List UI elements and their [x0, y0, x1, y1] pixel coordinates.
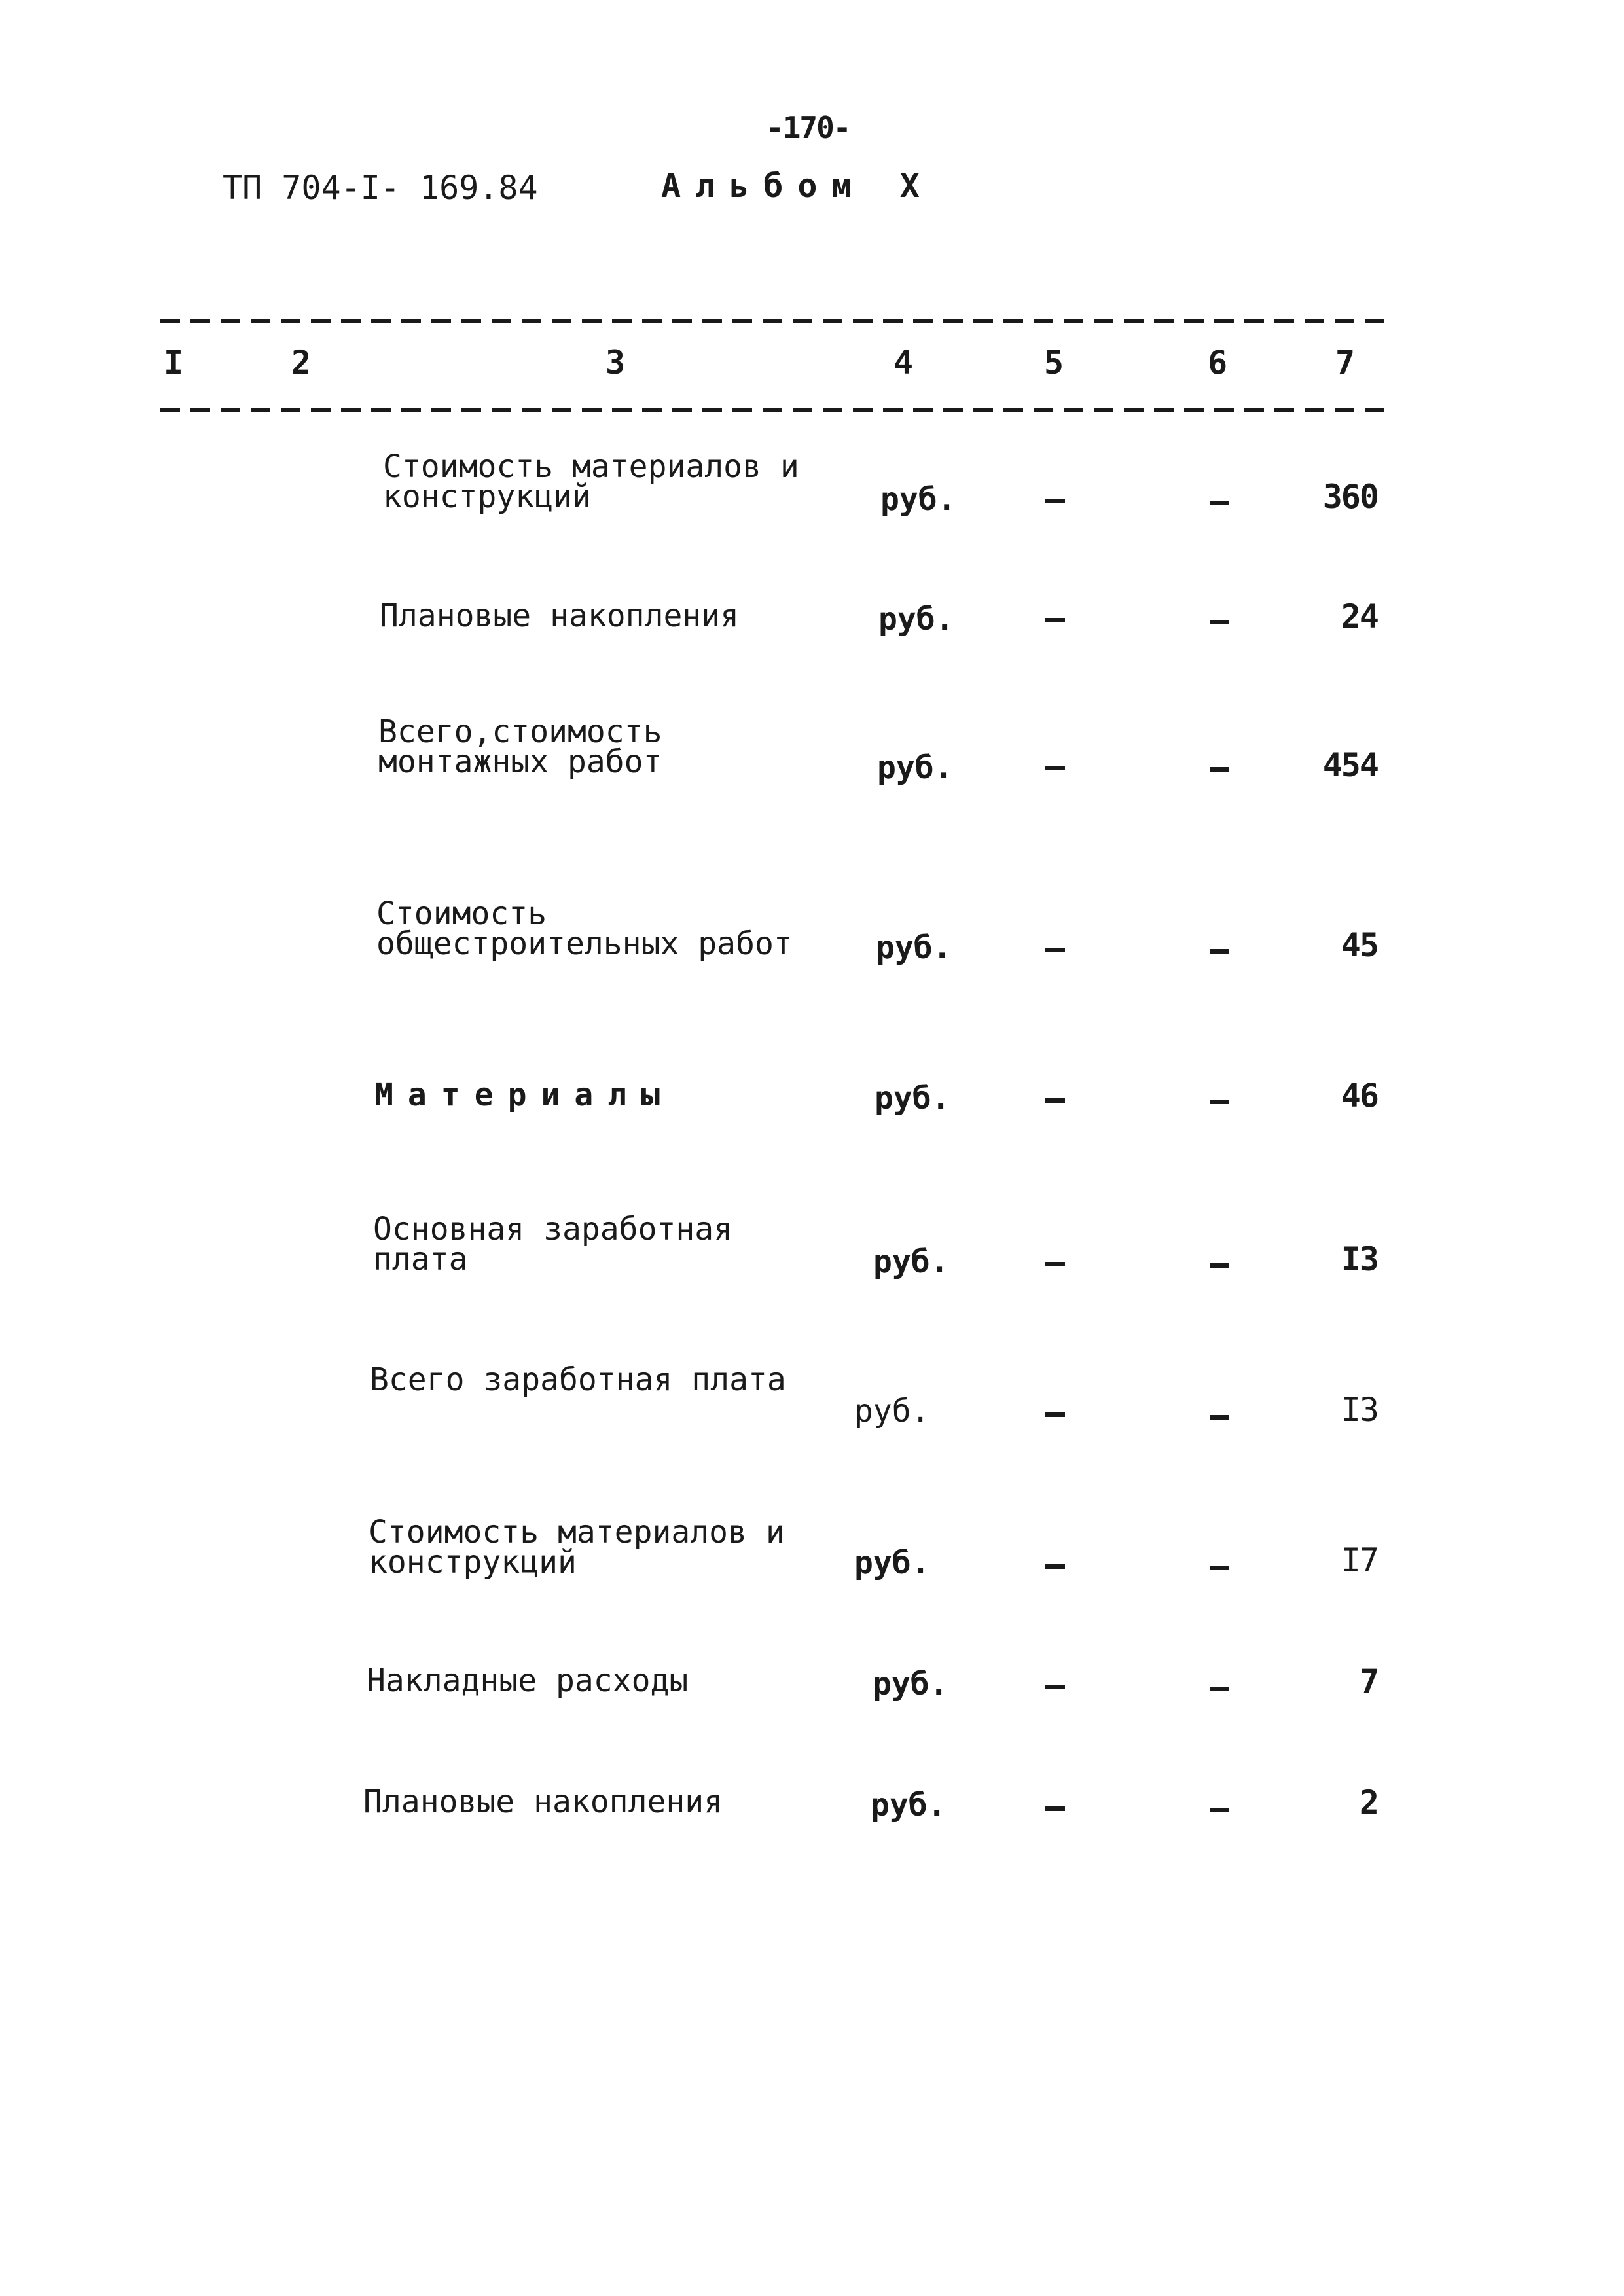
row-6-unit: руб. [873, 1244, 949, 1280]
row-9-col5-dash [1045, 1685, 1065, 1689]
row-6-name: Основная заработная плата [373, 1211, 733, 1278]
row-6-col5-dash [1045, 1262, 1065, 1266]
row-8-value: I7 [1341, 1541, 1378, 1579]
row-1-unit: руб. [880, 481, 956, 518]
row-7-name: Всего заработная плата [370, 1361, 786, 1398]
row-2-name: Плановые накопления [380, 598, 740, 634]
row-10-col6-dash [1210, 1808, 1229, 1812]
column-header-3: 3 [605, 344, 626, 382]
row-1-col5-dash [1045, 499, 1065, 503]
row-6-value: I3 [1341, 1240, 1378, 1278]
column-header-7: 7 [1335, 344, 1356, 382]
row-1-value: 360 [1322, 478, 1378, 516]
row-2-col6-dash [1210, 620, 1229, 624]
column-header-4: 4 [893, 344, 914, 382]
row-5-col6-dash [1210, 1100, 1229, 1104]
row-10-value: 2 [1359, 1784, 1378, 1821]
row-5-value: 46 [1341, 1077, 1378, 1115]
row-9-name: Накладные расходы [367, 1662, 689, 1699]
row-10-name: Плановые накопления [363, 1784, 723, 1820]
table-top-rule [160, 319, 1394, 323]
row-10-unit: руб. [871, 1787, 947, 1823]
table-header-rule [160, 408, 1394, 412]
row-6-col6-dash [1210, 1263, 1229, 1268]
row-3-col6-dash [1210, 767, 1229, 772]
row-4-unit: руб. [876, 929, 952, 966]
document-code: ТП 704-I- 169.84 [223, 169, 538, 207]
row-3-value: 454 [1322, 746, 1378, 784]
row-7-col6-dash [1210, 1415, 1229, 1420]
row-8-name: Стоимость материалов и конструкций [369, 1514, 785, 1581]
row-3-name: Всего,стоимость монтажных работ [378, 713, 662, 780]
column-header-6: 6 [1207, 344, 1228, 382]
row-1-name: Стоимость материалов и конструкций [383, 448, 799, 515]
row-9-value: 7 [1359, 1662, 1378, 1700]
column-header-2: 2 [291, 344, 312, 382]
row-7-col5-dash [1045, 1412, 1065, 1417]
row-7-value: I3 [1341, 1391, 1378, 1429]
album-label: Альбом Х [661, 167, 934, 205]
row-10-col5-dash [1045, 1806, 1065, 1811]
row-4-col5-dash [1045, 948, 1065, 952]
row-4-name: Стоимость общестроительных работ [376, 895, 793, 962]
row-2-value: 24 [1341, 598, 1378, 636]
page-number: -170- [766, 110, 850, 145]
row-4-col6-dash [1210, 949, 1229, 954]
column-header-1: I [163, 344, 184, 382]
row-8-col5-dash [1045, 1564, 1065, 1569]
row-9-unit: руб. [873, 1666, 948, 1702]
row-4-value: 45 [1341, 926, 1378, 964]
row-5-col5-dash [1045, 1098, 1065, 1103]
column-header-5: 5 [1043, 344, 1064, 382]
row-8-col6-dash [1210, 1566, 1229, 1570]
row-3-col5-dash [1045, 766, 1065, 770]
row-9-col6-dash [1210, 1687, 1229, 1691]
row-1-col6-dash [1210, 501, 1229, 505]
row-8-unit: руб. [854, 1545, 930, 1581]
row-3-unit: руб. [877, 749, 953, 786]
row-2-col5-dash [1045, 618, 1065, 622]
row-5-name: Материалы [374, 1077, 675, 1113]
row-2-unit: руб. [878, 601, 954, 637]
row-5-unit: руб. [875, 1080, 950, 1117]
row-7-unit: руб. [854, 1393, 930, 1429]
